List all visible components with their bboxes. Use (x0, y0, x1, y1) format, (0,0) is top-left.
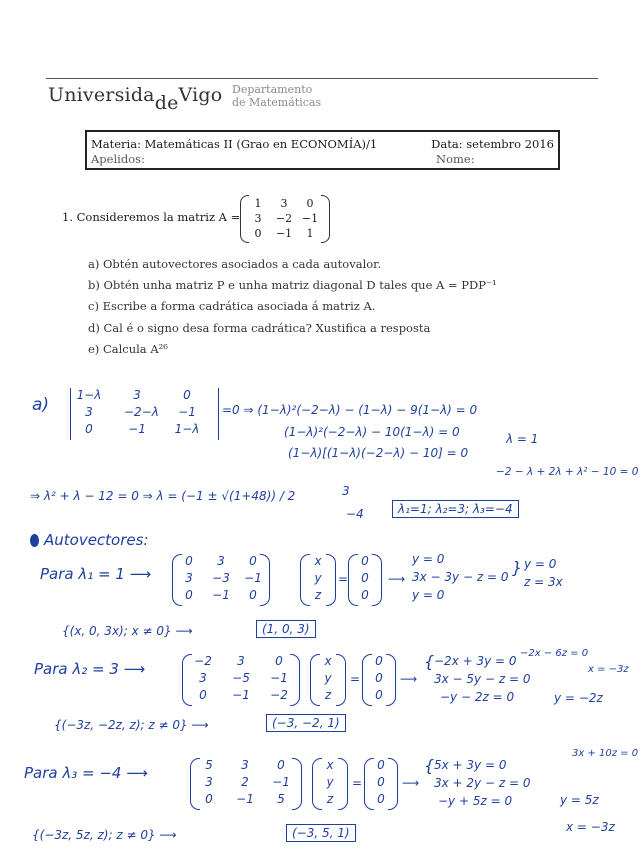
system2-side1: −2x − 6z = 0 (520, 648, 589, 659)
system2-line2: 3x − 5y − z = 0 (434, 672, 531, 686)
exam-info-box (85, 130, 560, 170)
system2-side3: y = −2z (554, 691, 603, 705)
root-bottom: −4 (346, 507, 364, 521)
system3-side2: y = 5z (560, 793, 599, 807)
autovectores-title: Autovectores: (44, 531, 149, 549)
det-equation-2: (1−λ)²(−2−λ) − 10(1−λ) = 0 (284, 425, 460, 439)
vector-xyz-1: x y z (300, 554, 336, 606)
det-side-lambda: λ = 1 (506, 432, 539, 446)
matrix-lambda1: 0 3 0 3 −3 −1 0 −1 0 (172, 554, 270, 606)
item-b: b) Obtén unha matriz P e unha matriz diagonal D tales que A = PDP⁻¹ (88, 278, 497, 293)
para-lambda1: Para λ₁ = 1 ⟶ (40, 565, 152, 583)
system1-line2: 3x − 3y − z = 0 (412, 570, 509, 584)
system2-side2: x = −3z (588, 664, 629, 675)
subject-label: Materia: Matemáticas II (Grao en ECONOMÍA)/1 (91, 137, 378, 151)
det-matrix: 1−λ 3 0 3 −2−λ −1 0 −1 1−λ (70, 388, 220, 440)
department-name: Departamento de Matemáticas (232, 83, 322, 109)
system3-side1: 3x + 10z = 0 (572, 748, 639, 759)
det-equation-1: =0 ⇒ (1−λ)²(−2−λ) − (1−λ) − 9(1−λ) = 0 (222, 403, 478, 417)
det-side-equation: −2 − λ + 2λ + λ² − 10 = 0 (496, 466, 639, 478)
surnames-label: Apelidos: (91, 152, 145, 166)
system2-line1: −2x + 3y = 0 (434, 654, 517, 668)
eigenvector-1-box: (1, 0, 3) (256, 620, 316, 638)
result1-line1: y = 0 (524, 557, 557, 571)
matrix-lambda3: 5 3 0 3 2 −1 0 −1 5 (190, 758, 302, 810)
matrix-lambda2: −2 3 0 3 −5 −1 0 −1 −2 (182, 654, 300, 706)
problem-items (88, 254, 497, 360)
part-a-label: a) (32, 395, 50, 415)
matrix-a: 1 3 0 3 −2 −1 0 −1 1 (240, 195, 330, 243)
item-c: c) Escribe a forma cadrática asociada á matriz A. (88, 299, 376, 314)
system3-line1: 5x + 3y = 0 (434, 758, 507, 772)
zero-vector-3: 0 0 0 (364, 758, 398, 810)
zero-vector-1: 0 0 0 (348, 554, 382, 606)
eigenvalues-box: λ₁=1; λ₂=3; λ₃=−4 (392, 500, 519, 518)
quadratic-equation: ⇒ λ² + λ − 12 = 0 ⇒ λ = (−1 ± √(1+48)) / 2 (30, 489, 296, 503)
header-rule (46, 78, 598, 79)
university-logo: UniversidadeVigo (48, 84, 223, 114)
item-a: a) Obtén autovectores asociados a cada autovalor. (88, 257, 382, 271)
eigenspace-1: {(x, 0, 3x); x ≠ 0} ⟶ (62, 624, 193, 638)
system1-line3: y = 0 (412, 588, 445, 602)
eigenvector-3-box: (−3, 5, 1) (286, 824, 356, 842)
para-lambda2: Para λ₂ = 3 ⟶ (34, 660, 146, 678)
zero-vector-2: 0 0 0 (362, 654, 396, 706)
system1-line1: y = 0 (412, 552, 445, 566)
vector-xyz-2: x y z (310, 654, 346, 706)
item-e: e) Calcula A²⁶ (88, 341, 168, 356)
bullet-icon (30, 534, 39, 547)
system2-line3: −y − 2z = 0 (440, 690, 515, 704)
result1-line2: z = 3x (524, 575, 563, 589)
problem-intro: 1. Consideremos la matriz A = (62, 210, 241, 224)
para-lambda3: Para λ₃ = −4 ⟶ (24, 764, 148, 782)
det-equation-3: (1−λ)[(1−λ)(−2−λ) − 10] = 0 (288, 446, 469, 460)
root-top: 3 (342, 484, 350, 498)
name-label: Nome: (436, 152, 475, 166)
system3-line3: −y + 5z = 0 (438, 794, 513, 808)
vector-xyz-3: x y z (312, 758, 348, 810)
eigenspace-3: {(−3z, 5z, z); z ≠ 0} ⟶ (32, 828, 177, 842)
system3-line2: 3x + 2y − z = 0 (434, 776, 531, 790)
date-label: Data: setembro 2016 (431, 137, 554, 151)
item-d: d) Cal é o signo desa forma cadrática? Xustifica a resposta (88, 320, 431, 335)
system3-side3: x = −3z (566, 820, 615, 834)
eigenspace-2: {(−3z, −2z, z); z ≠ 0} ⟶ (54, 718, 209, 732)
eigenvector-2-box: (−3, −2, 1) (266, 714, 346, 732)
